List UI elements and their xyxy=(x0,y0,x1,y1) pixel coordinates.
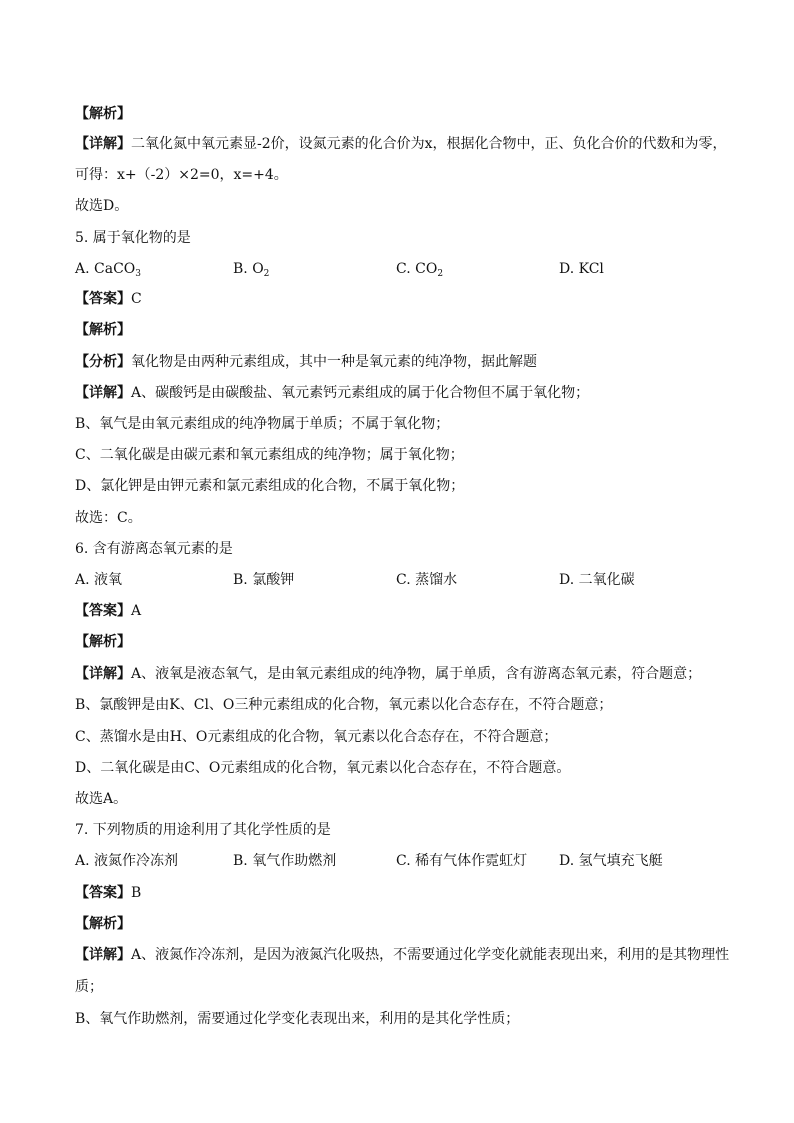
q4-conclusion: 故选D。 xyxy=(75,198,129,214)
q5-options xyxy=(75,260,725,278)
q4-analysis-heading xyxy=(75,105,131,123)
q6-option-b: B. 氯酸钾 xyxy=(233,572,295,588)
q5-answer-value: C xyxy=(131,291,142,307)
detail-tag: 【详解】 xyxy=(75,666,131,682)
q7-option-c: C. 稀有气体作霓虹灯 xyxy=(396,853,528,869)
q5-analysis-heading xyxy=(75,321,131,339)
q6-detail-b: B、氯酸钾是由K、Cl、O三种元素组成的化合物，氧元素以化合态存在，不符合题意； xyxy=(75,697,613,713)
q7-option-d: D. 氢气填充飞艇 xyxy=(559,853,663,869)
q7-option-a: A. 液氮作冷冻剂 xyxy=(75,853,179,869)
q6-option-c: C. 蒸馏水 xyxy=(396,572,458,588)
q5-option-c: C. $CO_2$ xyxy=(396,261,444,279)
q6-stem: 6. 含有游离态氧元素的是 xyxy=(75,541,233,557)
q5-detail-a-text: A、碳酸钙是由碳酸盐、氧元素钙元素组成的属于化合物但不属于氧化物； xyxy=(131,385,590,401)
q7-answer xyxy=(75,884,141,902)
q5-option-d: D. KCl xyxy=(559,261,604,277)
q6-detail-c: C、蒸馏水是由H、O元素组成的化合物，氧元素以化合态存在，不符合题意； xyxy=(75,729,558,745)
q4-detail-line-2: 可得：x+（-2）×2=0，x=+4。 xyxy=(75,167,288,183)
q7-detail-b: B、氧气作助燃剂，需要通过化学变化表现出来，利用的是其化学性质； xyxy=(75,1011,520,1027)
q5-stem: 5. 属于氧化物的是 xyxy=(75,230,191,246)
analysis-tag: 【解析】 xyxy=(75,634,131,650)
detail-tag: 【详解】 xyxy=(75,136,131,152)
q5-analysis xyxy=(75,353,537,371)
q5-detail-c: C、二氧化碳是由碳元素和氧元素组成的纯净物；属于氧化物； xyxy=(75,447,464,463)
q6-answer xyxy=(75,602,141,620)
q7-option-b: B. 氧气作助燃剂 xyxy=(233,853,337,869)
answer-tag: 【答案】 xyxy=(75,291,131,307)
q6-options xyxy=(75,571,725,589)
q5-analysis-text: 氧化物是由两种元素组成，其中一种是氧元素的纯净物，据此解题 xyxy=(131,354,537,370)
q7-stem: 7. 下列物质的用途利用了其化学性质的是 xyxy=(75,822,331,838)
q7-analysis-heading xyxy=(75,915,131,933)
analysis-tag: 【解析】 xyxy=(75,916,131,932)
analysis-sub-tag: 【分析】 xyxy=(75,354,131,370)
q4-detail-text-1: 二氧化氮中氧元素显-2价，设氮元素的化合价为x，根据化合物中，正、负化合价的代数和为零， xyxy=(131,136,727,152)
q7-answer-value: B xyxy=(131,885,142,901)
q5-detail-b: B、氧气是由氧元素组成的纯净物属于单质；不属于氧化物； xyxy=(75,416,450,432)
detail-tag: 【详解】 xyxy=(75,947,131,963)
answer-tag: 【答案】 xyxy=(75,603,131,619)
answer-tag: 【答案】 xyxy=(75,885,131,901)
analysis-tag: 【解析】 xyxy=(75,322,131,338)
q7-detail-a-line-2: 质； xyxy=(75,979,103,995)
q5-option-b: B. $O_2$ xyxy=(233,261,270,279)
q6-answer-value: A xyxy=(131,603,142,619)
q5-conclusion: 故选：C。 xyxy=(75,510,142,526)
q5-option-a: A. CaCO$_3$ xyxy=(75,261,141,279)
q7-detail-a-line-1 xyxy=(75,946,729,964)
q7-detail-a-text-1: A、液氮作冷冻剂，是因为液氮汽化吸热，不需要通过化学变化就能表现出来，利用的是其物理性 xyxy=(131,947,730,963)
q6-detail-a-text: A、液氧是液态氧气，是由氧元素组成的纯净物，属于单质，含有游离态氧元素，符合题意； xyxy=(131,666,702,682)
q6-option-d: D. 二氧化碳 xyxy=(559,572,635,588)
q7-options xyxy=(75,852,725,870)
q6-analysis-heading xyxy=(75,633,131,651)
q5-detail-d: D、氯化钾是由钾元素和氯元素组成的化合物，不属于氧化物； xyxy=(75,478,465,494)
analysis-tag: 【解析】 xyxy=(75,106,131,122)
q6-conclusion: 故选A。 xyxy=(75,791,128,807)
q6-option-a: A. 液氧 xyxy=(75,572,123,588)
q6-detail-d: D、二氧化碳是由C、O元素组成的化合物，氧元素以化合态存在，不符合题意。 xyxy=(75,760,571,776)
q4-detail-line-1 xyxy=(75,135,727,153)
q5-answer xyxy=(75,290,142,308)
detail-tag: 【详解】 xyxy=(75,385,131,401)
q6-detail-a xyxy=(75,665,701,683)
q5-detail-a xyxy=(75,384,589,402)
